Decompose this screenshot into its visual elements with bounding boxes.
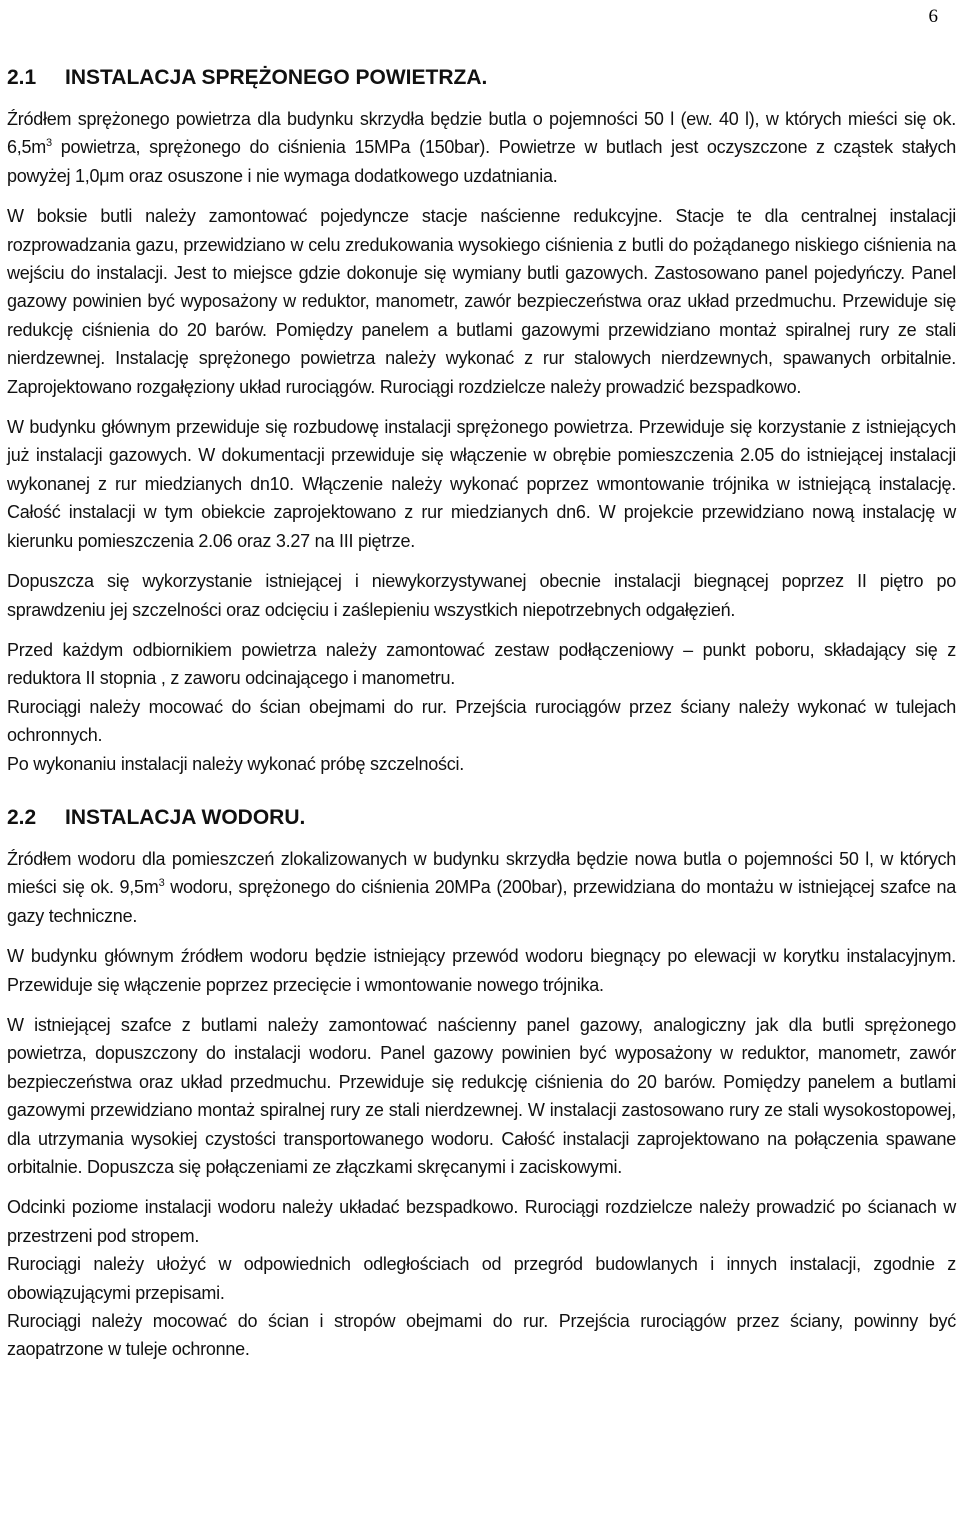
paragraph: W istniejącej szafce z butlami należy zamontować naścienny panel gazowy, analogiczny jak dla butli sprężonego powietrza, dopuszczony do instalacji wodoru. Panel gazowy powinien być wyposażony w reduktor, manometr, zawór bezpieczeństwa oraz układ przedmuchu. Przewiduje się redukcję ciśnienia do 20 barów. Pomiędzy panelem a butlami gazowymi przewidziano montaż spiralnej rury ze stali nierdzewnej. W instalacji zastosowano rury ze stali wysokostopowej, dla utrzymania wysokiej czystości transportowanego wodoru. Całość instalacji zaprojektowano na połączenia spawane orbitalnie. Dopuszcza się połączeniami ze złączkami skręcanymi i zaciskowymi. <box>7 1014 956 1177</box>
section-number: 2.1 <box>7 66 37 89</box>
text-run: powietrza, sprężonego do ciśnienia 15MPa (150bar). Powietrze w butlach jest oczyszczone z cząstek stałych powyżej 1,0μm oraz osuszone i nie wymaga dodatkowego uzdatniania. <box>7 137 956 186</box>
paragraph: Przed każdym odbiornikiem powietrza należy zamontować zestaw podłączeniowy – punkt poboru, składający się z reduktora II stopnia , z zaworu odcinającego i manometru. <box>7 639 956 689</box>
section-heading-hydrogen <box>7 804 956 832</box>
section-title: INSTALACJA WODORU. <box>65 805 306 829</box>
page-number: 6 <box>928 6 938 27</box>
paragraph: W budynku głównym przewiduje się rozbudowę instalacji sprężonego powietrza. Przewiduje się korzystanie z istniejących już instalacji gazowych. W dokumentacji przewiduje się włączenie w obrębie pomieszczenia 2.05 do istniejącej instalacji wykonanej z rur miedzianych dn10. Włączenie należy wykonać poprzez wmontowanie trójnika w istniejącą instalację. Całość instalacji w tym obiekcie zaprojektowano z rur miedzianych dn6. W projekcie przewidziano nową instalację w kierunku pomieszczenia 2.06 oraz 3.27 na III piętrze. <box>7 417 956 551</box>
text-run: wodoru, sprężonego do ciśnienia 20MPa (200bar), przewidziana do montażu w istniejącej szafce na gazy techniczne. <box>7 877 957 926</box>
section-number: 2.2 <box>7 805 37 829</box>
paragraph: Rurociągi należy mocować do ścian i stropów obejmami do rur. Przejścia rurociągów przez ściany, powinny być zaopatrzone w tuleje ochronne. <box>7 1311 956 1360</box>
paragraph <box>7 845 956 930</box>
paragraph: Odcinki poziome instalacji wodoru należy układać bezspadkowo. Rurociągi rozdzielcze należy prowadzić po ścianach w przestrzeni pod stropem. <box>7 1197 956 1246</box>
document-body <box>7 64 956 1364</box>
paragraph <box>7 105 956 190</box>
paragraph: Rurociągi należy mocować do ścian obejmami do rur. Przejścia rurociągów przez ściany należy wykonać w tulejach ochronnych. <box>7 696 956 746</box>
paragraph: W budynku głównym źródłem wodoru będzie istniejący przewód wodoru biegnący po elewacji w korytku instalacyjnym. Przewiduje się włączenie poprzez przecięcie i wmontowanie nowego trójnika. <box>7 946 956 995</box>
paragraph: Dopuszcza się wykorzystanie istniejącej i niewykorzystywanej obecnie instalacji biegnącej poprzez II piętro po sprawdzeniu jej szczelności oraz odcięciu i zaślepieniu wszystkich niepotrzebnych odgałęzień. <box>7 571 956 620</box>
paragraph: W boksie butli należy zamontować pojedyncze stacje naścienne redukcyjne. Stacje te dla centralnej instalacji rozprowadzania gazu, przewidziano w celu zredukowania wysokiego ciśnienia z butli do pożądanego niskiego ciśnienia na wejściu do instalacji. Jest to miejsce gdzie dokonuje się wymiany butli gazowych. Zastosowano panel pojedyńczy. Panel gazowy powinien być wyposażony w reduktor, manometr, zawór bezpieczeństwa oraz układ przedmuchu. Przewiduje się redukcję ciśnienia do 20 barów. Pomiędzy panelem a butlami gazowymi przewidziano montaż spiralnej rury ze stali nierdzewnej. Instalację sprężonego powietrza należy wykonać z rur stalowych nierdzewnych, spawanych orbitalnie. Zaprojektowano rozgałęziony układ rurociągów. Rurociągi rozdzielcze należy prowadzić bezspadkowo. <box>7 206 956 397</box>
superscript: 3 <box>46 137 52 150</box>
text-run: Źródłem wodoru dla pomieszczeń zlokalizowanych w budynku skrzydła będzie nowa butla o pojemności 50 l, w których mieści się ok. 9,5m <box>7 848 956 898</box>
section-title: INSTALACJA SPRĘŻONEGO POWIETRZA. <box>65 66 488 89</box>
paragraph: Po wykonaniu instalacji należy wykonać próbę szczelności. <box>7 753 464 774</box>
paragraph: Rurociągi należy ułożyć w odpowiednich odległościach od przegród budowlanych i innych instalacji, zgodnie z obowiązującymi przepisami. <box>7 1254 956 1303</box>
text-run: Źródłem sprężonego powietrza dla budynku skrzydła będzie butla o pojemności 50 l (ew. 40 l), w których mieści się ok. 6,5m <box>7 109 956 158</box>
section-heading-compressed-air <box>7 64 956 92</box>
superscript: 3 <box>158 877 165 890</box>
